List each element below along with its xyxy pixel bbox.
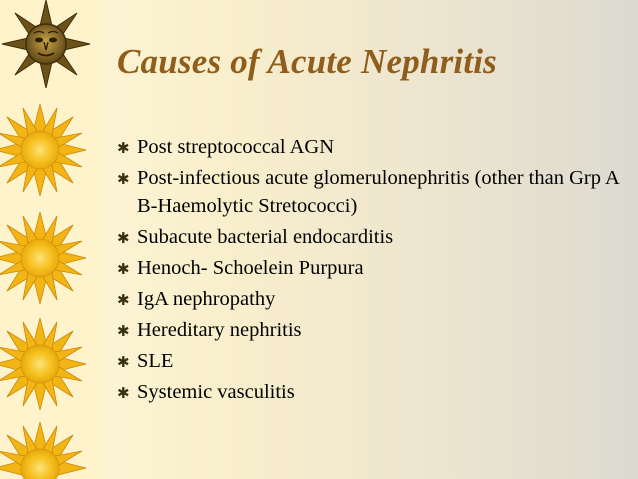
bullet-text: Henoch- Schoelein Purpura xyxy=(137,257,364,279)
bullet-item xyxy=(117,223,627,251)
asterisk-bullet-icon: ✱ xyxy=(117,229,130,247)
asterisk-bullet-icon: ✱ xyxy=(117,384,130,402)
bullet-item xyxy=(117,316,627,344)
asterisk-bullet-icon: ✱ xyxy=(117,260,130,278)
bullet-text: Post-infectious acute glomerulonephritis (other than Grp A B-Haemolytic Stretococci) xyxy=(137,167,619,217)
bullet-list xyxy=(117,133,627,409)
sun-mask-icon xyxy=(2,0,90,88)
asterisk-bullet-icon: ✱ xyxy=(117,291,130,309)
bullet-text: Hereditary nephritis xyxy=(137,319,302,341)
bullet-item xyxy=(117,378,627,406)
bullet-item xyxy=(117,133,627,161)
bullet-item xyxy=(117,285,627,313)
slide-title: Causes of Acute Nephritis xyxy=(117,42,497,81)
sun-icon xyxy=(0,212,86,304)
asterisk-bullet-icon: ✱ xyxy=(117,139,130,157)
bullet-item xyxy=(117,254,627,282)
sun-icon xyxy=(0,104,86,196)
asterisk-bullet-icon: ✱ xyxy=(117,170,130,188)
bullet-text: Subacute bacterial endocarditis xyxy=(137,226,394,248)
bullet-text: SLE xyxy=(137,350,174,372)
sun-icon xyxy=(0,318,86,410)
sun-icon xyxy=(0,422,86,479)
bullet-item xyxy=(117,347,627,375)
asterisk-bullet-icon: ✱ xyxy=(117,353,130,371)
bullet-text: Systemic vasculitis xyxy=(137,381,295,403)
bullet-text: IgA nephropathy xyxy=(137,288,276,310)
asterisk-bullet-icon: ✱ xyxy=(117,322,130,340)
bullet-text: Post streptococcal AGN xyxy=(137,136,334,158)
bullet-item xyxy=(117,164,627,220)
sun-strip-graphic xyxy=(0,0,102,479)
decorative-sun-strip xyxy=(0,0,102,479)
